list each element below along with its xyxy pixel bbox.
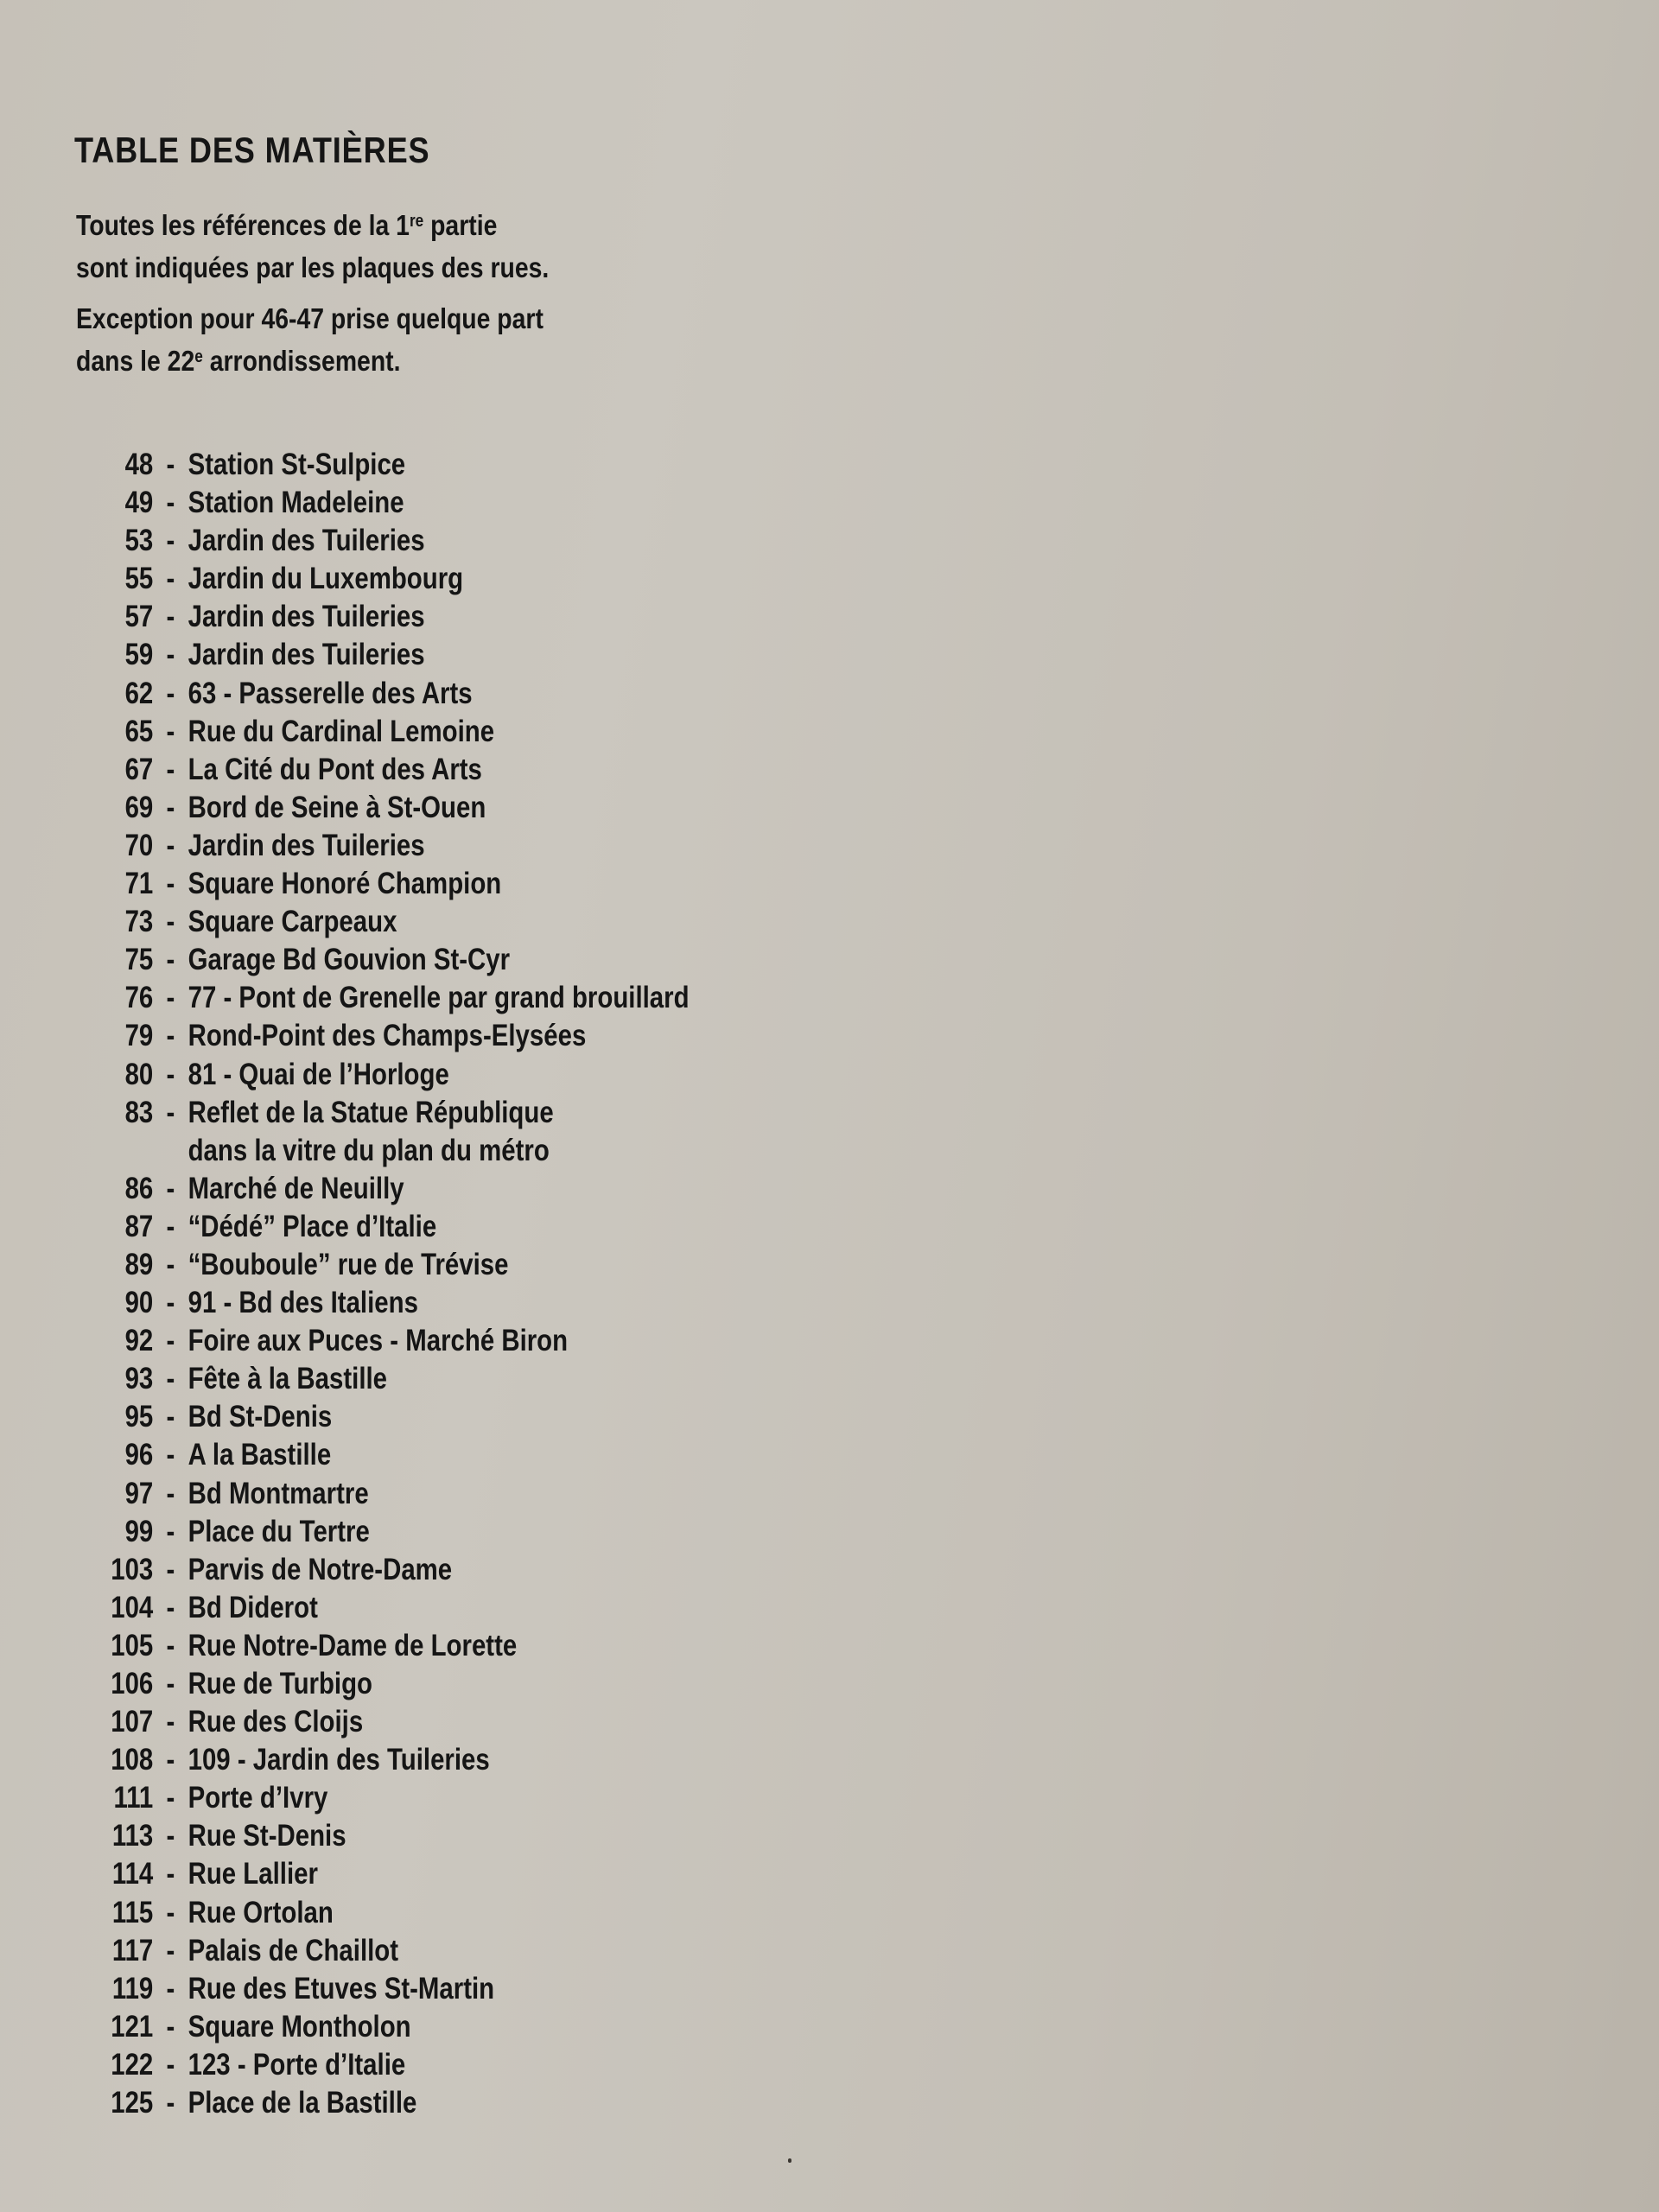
toc-label: Rue de Turbigo — [188, 1667, 373, 1700]
toc-separator: - — [166, 790, 175, 824]
toc-page-ref: 97 — [124, 1476, 154, 1510]
toc-page-ref: 117 — [111, 1933, 154, 1967]
toc-page-ref: 107 — [111, 1705, 154, 1739]
toc-label: Rue St-Denis — [188, 1819, 346, 1853]
toc-label: Square Carpeaux — [188, 905, 397, 939]
toc-label: Jardin du Luxembourg — [188, 562, 464, 596]
toc-entry — [86, 1017, 690, 1055]
toc-label: Rue Notre-Dame de Lorette — [188, 1628, 518, 1662]
toc-separator: - — [166, 1057, 175, 1091]
toc-label: Square Montholon — [188, 2009, 411, 2044]
toc-page-ref: 92 — [124, 1324, 154, 1358]
toc-page-ref: 57 — [124, 600, 154, 634]
toc-label: 91 - Bd des Italiens — [188, 1286, 418, 1320]
toc-entry — [86, 1436, 690, 1474]
toc-label: Jardin des Tuileries — [188, 828, 425, 862]
toc-page-ref: 62 — [124, 676, 154, 710]
toc-separator: - — [166, 1933, 175, 1967]
toc-separator: - — [166, 981, 175, 1015]
toc-separator: - — [166, 1095, 175, 1129]
toc-entry — [86, 484, 690, 522]
toc-page-ref: 59 — [124, 638, 154, 672]
toc-separator: - — [166, 1514, 175, 1548]
toc-entry — [86, 979, 690, 1017]
toc-entry — [86, 1056, 690, 1094]
toc-separator: - — [166, 1819, 175, 1853]
toc-separator: - — [166, 714, 175, 748]
toc-label: Place du Tertre — [188, 1514, 370, 1548]
toc-entry — [86, 2046, 690, 2084]
toc-label: “Dédé” Place d’Italie — [188, 1209, 437, 1243]
toc-page-ref: 76 — [124, 981, 154, 1015]
toc-separator: - — [166, 943, 175, 977]
toc-entry — [86, 827, 690, 865]
toc-page-ref: 99 — [124, 1514, 154, 1548]
toc-separator: - — [166, 1743, 175, 1777]
toc-label: Rue des Cloijs — [188, 1705, 364, 1739]
toc-page-ref: 75 — [124, 943, 154, 977]
intro-text — [76, 204, 549, 382]
toc-entry — [86, 1284, 690, 1322]
toc-label: Rue du Cardinal Lemoine — [188, 714, 495, 748]
toc-label: Jardin des Tuileries — [188, 600, 425, 634]
toc-separator: - — [166, 1476, 175, 1510]
toc-entry — [86, 1322, 690, 1360]
toc-entry — [86, 1589, 690, 1627]
toc-separator: - — [166, 828, 175, 862]
toc-page-ref: 90 — [124, 1286, 154, 1320]
paper-speck — [788, 2158, 791, 2163]
toc-label: Marché de Neuilly — [188, 1171, 404, 1205]
toc-label: A la Bastille — [188, 1438, 332, 1472]
toc-entry — [86, 1475, 690, 1513]
toc-label: Place de la Bastille — [188, 2086, 417, 2120]
toc-page-ref: 104 — [111, 1590, 154, 1624]
toc-page-ref: 108 — [111, 1743, 154, 1777]
toc-entry — [86, 1132, 690, 1170]
toc-label: 63 - Passerelle des Arts — [188, 676, 473, 710]
toc-separator: - — [166, 562, 175, 596]
page-title: TABLE DES MATIÈRES — [74, 130, 430, 170]
toc-entry — [86, 560, 690, 598]
toc-label: Foire aux Puces - Marché Biron — [188, 1324, 569, 1358]
intro-line-2: sont indiquées par les plaques des rues. — [76, 251, 550, 283]
toc-separator: - — [166, 2047, 175, 2082]
toc-label: “Bouboule” rue de Trévise — [188, 1247, 509, 1281]
toc-label: Bord de Seine à St-Ouen — [188, 790, 486, 824]
toc-page-ref: 69 — [124, 790, 154, 824]
toc-label: 109 - Jardin des Tuileries — [188, 1743, 490, 1777]
toc-entry — [86, 1627, 690, 1665]
toc-entry — [86, 1208, 690, 1246]
toc-entry — [86, 1398, 690, 1436]
toc-page-ref: 89 — [124, 1247, 154, 1281]
toc-page-ref: 70 — [124, 828, 154, 862]
toc-entry — [86, 2084, 690, 2122]
toc-separator: - — [166, 1590, 175, 1624]
toc-page-ref: 83 — [124, 1095, 154, 1129]
toc-label: Palais de Chaillot — [188, 1933, 399, 1967]
toc-entry — [86, 1855, 690, 1893]
toc-label: Bd St-Denis — [188, 1400, 333, 1434]
toc-page-ref: 114 — [111, 1857, 154, 1891]
toc-entry — [86, 1703, 690, 1741]
toc-entry — [86, 751, 690, 789]
toc-separator: - — [166, 1247, 175, 1281]
toc-entry — [86, 1665, 690, 1703]
toc-page-ref: 87 — [124, 1209, 154, 1243]
toc-separator: - — [166, 1705, 175, 1739]
toc-label: Station St-Sulpice — [188, 448, 406, 481]
toc-separator: - — [166, 1400, 175, 1434]
toc-label: Parvis de Notre-Dame — [188, 1552, 453, 1586]
toc-separator: - — [166, 1438, 175, 1472]
toc-entry — [86, 1894, 690, 1932]
toc-separator: - — [166, 1286, 175, 1320]
toc-label: Station Madeleine — [188, 486, 404, 520]
toc-page-ref: 121 — [111, 2009, 154, 2044]
intro-line-4: dans le 22e arrondissement. — [76, 345, 401, 377]
toc-label: 77 - Pont de Grenelle par grand brouillard — [188, 981, 690, 1015]
toc-page-ref: 103 — [111, 1552, 154, 1586]
toc-separator: - — [166, 1362, 175, 1396]
toc-label: Bd Diderot — [188, 1590, 318, 1624]
intro-line-1: Toutes les références de la 1re partie — [76, 209, 498, 241]
toc-entry — [86, 636, 690, 674]
toc-separator: - — [166, 1019, 175, 1053]
toc-label: Porte d’Ivry — [188, 1781, 328, 1815]
toc-label: Reflet de la Statue République — [188, 1095, 554, 1129]
toc-page-ref: 80 — [124, 1057, 154, 1091]
toc-page-ref: 105 — [111, 1628, 154, 1662]
toc-label: Rue Ortolan — [188, 1895, 334, 1929]
toc-page-ref: 49 — [124, 486, 154, 520]
toc-page-ref: 111 — [113, 1781, 154, 1815]
toc-separator: - — [166, 1667, 175, 1700]
toc-separator: - — [166, 638, 175, 672]
toc-entry — [86, 1513, 690, 1551]
toc-entry — [86, 1932, 690, 1970]
toc-separator: - — [166, 1971, 175, 2005]
toc-entry — [86, 2008, 690, 2046]
toc-entry — [86, 1170, 690, 1208]
toc-separator: - — [166, 486, 175, 520]
toc-page-ref: 65 — [124, 714, 154, 748]
toc-separator: - — [166, 2086, 175, 2120]
toc-entry — [86, 1360, 690, 1398]
toc-page-ref: 48 — [124, 448, 154, 481]
toc-entry — [86, 865, 690, 903]
toc-separator: - — [166, 1209, 175, 1243]
toc-separator: - — [166, 867, 175, 901]
toc-entry — [86, 713, 690, 751]
toc-entry — [86, 1551, 690, 1589]
toc-page-ref: 119 — [111, 1971, 154, 2005]
toc-page-ref: 93 — [124, 1362, 154, 1396]
toc-page-ref: 115 — [111, 1895, 154, 1929]
toc-page-ref: 113 — [111, 1819, 154, 1853]
toc-label: Rond-Point des Champs-Elysées — [188, 1019, 587, 1053]
toc-entry — [86, 903, 690, 941]
toc-separator: - — [166, 600, 175, 634]
toc-entry — [86, 1817, 690, 1855]
toc-entry — [86, 522, 690, 560]
toc-page-ref: 125 — [111, 2086, 154, 2120]
toc-page-ref: 86 — [124, 1171, 154, 1205]
toc-entry — [86, 1094, 690, 1132]
toc-label: La Cité du Pont des Arts — [188, 752, 482, 786]
toc-separator: - — [166, 524, 175, 558]
toc-page-ref: 73 — [124, 905, 154, 939]
toc-label: dans la vitre du plan du métro — [188, 1133, 550, 1167]
toc-entry — [86, 1246, 690, 1284]
toc-page-ref: 106 — [111, 1667, 154, 1700]
intro-line-3: Exception pour 46-47 prise quelque part — [76, 302, 543, 334]
toc-label: Rue des Etuves St-Martin — [188, 1971, 495, 2005]
toc-entry — [86, 1970, 690, 2008]
toc-entry — [86, 446, 690, 484]
toc-separator: - — [166, 1324, 175, 1358]
toc-label: 123 - Porte d’Italie — [188, 2047, 406, 2082]
table-of-contents — [86, 446, 804, 2122]
toc-page-ref: 95 — [124, 1400, 154, 1434]
toc-entry — [86, 1741, 690, 1779]
toc-separator: - — [166, 676, 175, 710]
toc-entry — [86, 941, 690, 979]
toc-separator: - — [166, 752, 175, 786]
toc-page-ref: 79 — [124, 1019, 154, 1053]
toc-separator: - — [166, 1895, 175, 1929]
toc-label: Square Honoré Champion — [188, 867, 502, 901]
toc-entry — [86, 1779, 690, 1817]
toc-separator: - — [166, 1781, 175, 1815]
toc-label: Garage Bd Gouvion St-Cyr — [188, 943, 511, 977]
toc-page-ref: 53 — [124, 524, 154, 558]
toc-page-ref: 71 — [124, 867, 154, 901]
toc-label: Bd Montmartre — [188, 1476, 369, 1510]
toc-separator: - — [166, 1628, 175, 1662]
toc-separator: - — [166, 448, 175, 481]
toc-separator: - — [166, 2009, 175, 2044]
toc-page-ref: 67 — [124, 752, 154, 786]
toc-page-ref: 96 — [124, 1438, 154, 1472]
toc-label: Fête à la Bastille — [188, 1362, 388, 1396]
toc-page-ref: 122 — [111, 2047, 154, 2082]
toc-label: Jardin des Tuileries — [188, 638, 425, 672]
toc-separator: - — [166, 1857, 175, 1891]
toc-separator: - — [166, 905, 175, 939]
toc-entry — [86, 789, 690, 827]
toc-label: Rue Lallier — [188, 1857, 318, 1891]
toc-page-ref: 55 — [124, 562, 154, 596]
toc-separator: - — [166, 1552, 175, 1586]
toc-label: 81 - Quai de l’Horloge — [188, 1057, 449, 1091]
toc-separator: - — [166, 1171, 175, 1205]
toc-entry — [86, 598, 690, 636]
toc-label: Jardin des Tuileries — [188, 524, 425, 558]
toc-entry — [86, 675, 690, 713]
